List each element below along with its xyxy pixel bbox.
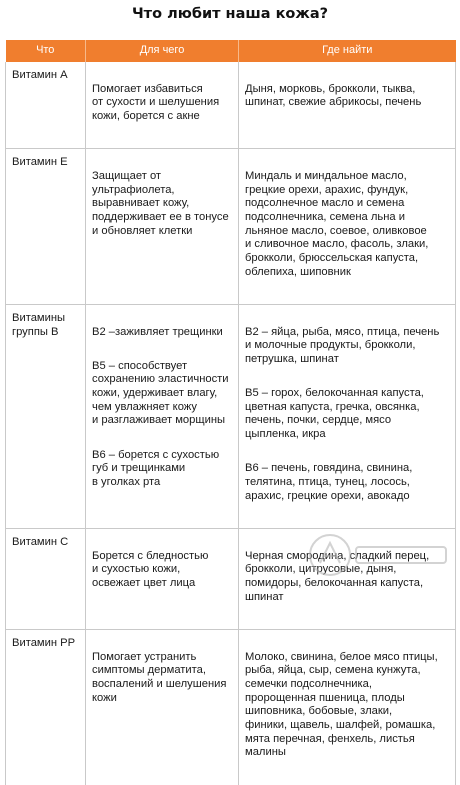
purpose-cell <box>86 149 239 305</box>
sources-text: Черная смородина, сладкий перец, брокколи, цитрусовые, дыня, помидоры, белокочанная капуста, шпинат <box>245 549 430 603</box>
purpose-text: Помогает избавиться от сухости и шелушения кожи, борется с акне <box>92 82 220 122</box>
vitamin-name: Витамин Е <box>6 149 86 305</box>
sources-cell <box>239 149 456 305</box>
table-row <box>6 149 456 305</box>
table-row <box>6 629 456 784</box>
purpose-cell <box>86 529 239 630</box>
table-row <box>6 62 456 149</box>
header-purpose: Для чего <box>86 40 239 62</box>
page-title: Что любит наша кожа? <box>131 6 329 22</box>
purpose-text: Защищает от ультрафиолета, выравнивает кожу, поддерживает ее в тонусе и обновляет клетки <box>92 169 229 237</box>
watermark-logo <box>304 529 454 581</box>
purpose-cell <box>86 62 239 149</box>
sources-text: Дыня, морковь, брокколи, тыква, шпинат, свежие абрикосы, печень <box>245 82 422 109</box>
sources-text: Миндаль и миндальное масло, грецкие орехи, арахис, фундук, подсолнечное масло и семена подсолнечника, семена льна и льняное масло, соевое, оливковое и сливочное масло, фасоль, злаки, брокколи, брюссельская капуста, облепиха, шиповник <box>245 169 429 278</box>
table-header-row <box>6 40 456 62</box>
sources-cell <box>239 629 456 784</box>
header-what: Что <box>6 40 86 62</box>
purpose-text-b6: В6 – борется с сухостью губ и трещинками в уголках рта <box>92 448 220 489</box>
purpose-text: Помогает устранить симптомы дерматита, воспалений и шелушения кожи <box>92 650 227 704</box>
sources-text-b2: В2 – яйца, рыба, мясо, птица, печень и молочные продукты, брокколи, петрушка, шпинат <box>245 325 440 365</box>
purpose-text-b5: В5 – способствует сохранению эластичности кожи, удерживает влагу, чем увлажняет кожу и разглаживает морщины <box>92 359 229 427</box>
purpose-text-b2: В2 –заживляет трещинки <box>92 325 223 338</box>
purpose-cell <box>86 629 239 784</box>
vitamin-name: Витамин РР <box>6 629 86 784</box>
header-where: Где найти <box>239 40 456 62</box>
vitamin-name: Витамины группы В <box>6 304 86 528</box>
sources-cell <box>239 304 456 528</box>
vitamin-table <box>5 40 456 785</box>
purpose-cell <box>86 304 239 528</box>
table-row <box>6 304 456 528</box>
vitamin-name: Витамин А <box>6 62 86 149</box>
sources-text-b6: В6 – печень, говядина, свинина, телятина, птица, тунец, лосось, арахис, грецкие орехи, авокадо <box>245 462 413 502</box>
sources-text: Молоко, свинина, белое мясо птицы, рыба, яйца, сыр, семена кунжута, семечки подсолнечника, пророщенная пшеница, плоды шиповника, бобовые, злаки, финики, щавель, шалфей, ромашка, мята перечная, фенхель, листья малины <box>245 650 438 759</box>
sources-text-b5: В5 – горох, белокочанная капуста, цветная капуста, гречка, овсянка, печень, почки, сердце, мясо цыпленка, икра <box>245 387 424 441</box>
vitamin-name: Витамин С <box>6 529 86 630</box>
sources-cell <box>239 62 456 149</box>
purpose-text: Борется с бледностью и сухостью кожи, освежает цвет лица <box>92 549 209 589</box>
